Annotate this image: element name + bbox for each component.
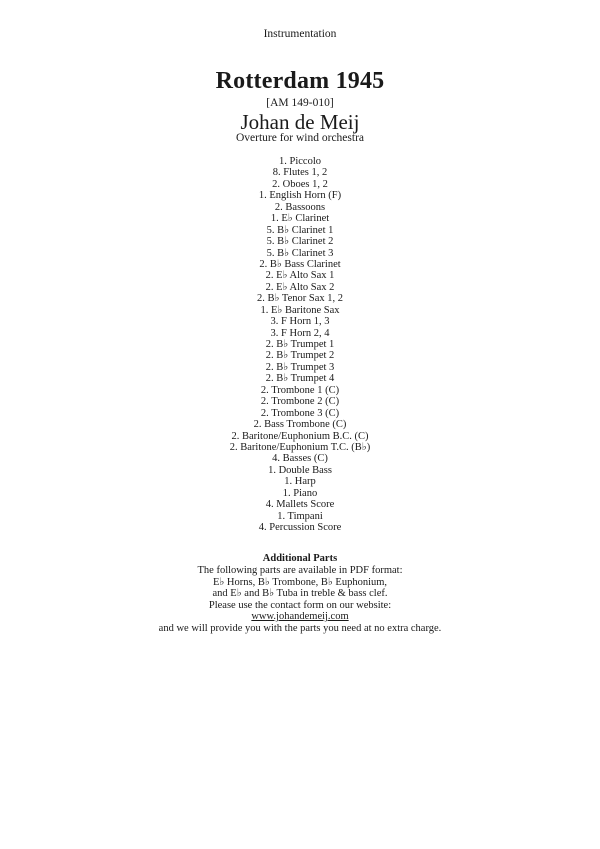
part-item: 5. B♭ Clarinet 3	[266, 247, 334, 259]
part-item: 2. Baritone/Euphonium T.C. (B♭)	[229, 441, 371, 453]
part-item: 1. Piano	[282, 487, 318, 499]
part-item: 2. Trombone 2 (C)	[260, 396, 340, 408]
work-title: Rotterdam 1945	[215, 68, 385, 94]
additional-parts-text: Please use the contact form on our website:	[208, 599, 392, 611]
part-item: 2. Trombone 1 (C)	[260, 384, 340, 396]
part-item: 2. Baritone/Euphonium B.C. (C)	[231, 430, 369, 442]
part-item: 2. E♭ Alto Sax 1	[265, 270, 335, 282]
additional-parts-heading: Additional Parts	[262, 553, 338, 564]
part-item: 2. B♭ Trumpet 2	[265, 350, 335, 362]
part-item: 1. Double Bass	[268, 464, 332, 476]
part-item: 2. Bass Trombone (C)	[253, 419, 347, 431]
part-item: 8. Flutes 1, 2	[272, 167, 328, 179]
part-item: 2. B♭ Bass Clarinet	[259, 258, 341, 270]
part-item: 1. Piccolo	[279, 156, 321, 167]
part-item: 2. B♭ Trumpet 4	[265, 373, 335, 385]
additional-parts-text: and we will provide you with the parts you need at no extra charge.	[158, 622, 442, 634]
page-header-label: Instrumentation	[263, 28, 337, 40]
part-item: 1. E♭ Clarinet	[270, 213, 330, 225]
additional-parts-text: The following parts are available in PDF format:	[197, 565, 403, 576]
part-item: 2. B♭ Trumpet 3	[265, 361, 335, 373]
additional-parts-text: and E♭ and B♭ Tuba in treble & bass clef.	[212, 588, 388, 600]
part-item: 2. Oboes 1, 2	[272, 178, 328, 190]
part-item: 2. B♭ Tenor Sax 1, 2	[257, 293, 343, 305]
catalog-number: [AM 149-010]	[266, 97, 334, 109]
part-item: 2. E♭ Alto Sax 2	[265, 281, 335, 293]
website-link[interactable]: www.johandemeij.com	[251, 611, 349, 623]
composer-name: Johan de Meij	[240, 110, 360, 134]
additional-parts-section	[0, 553, 600, 635]
part-item: 5. B♭ Clarinet 1	[266, 224, 334, 236]
part-item: 4. Mallets Score	[265, 499, 335, 511]
part-item: 1. Timpani	[277, 510, 323, 522]
part-item: 3. F Horn 1, 3	[270, 316, 330, 328]
part-item: 1. E♭ Baritone Sax	[260, 304, 340, 316]
part-item: 2. Bassoons	[274, 201, 326, 213]
part-item: 2. B♭ Trumpet 1	[265, 339, 335, 350]
instrumentation-list	[0, 156, 600, 533]
additional-parts-text: E♭ Horns, B♭ Trombone, B♭ Euphonium,	[212, 576, 388, 588]
part-item: 1. Harp	[284, 476, 316, 488]
part-item: 1. English Horn (F)	[258, 190, 342, 202]
part-item: 2. Trombone 3 (C)	[260, 407, 340, 419]
part-item: 5. B♭ Clarinet 2	[266, 236, 334, 248]
part-item: 4. Basses (C)	[272, 453, 328, 465]
part-item: 3. F Horn 2, 4	[270, 327, 330, 339]
part-item: 4. Percussion Score	[258, 522, 342, 533]
website-link-line	[0, 611, 600, 623]
work-subtitle: Overture for wind orchestra	[235, 132, 365, 144]
